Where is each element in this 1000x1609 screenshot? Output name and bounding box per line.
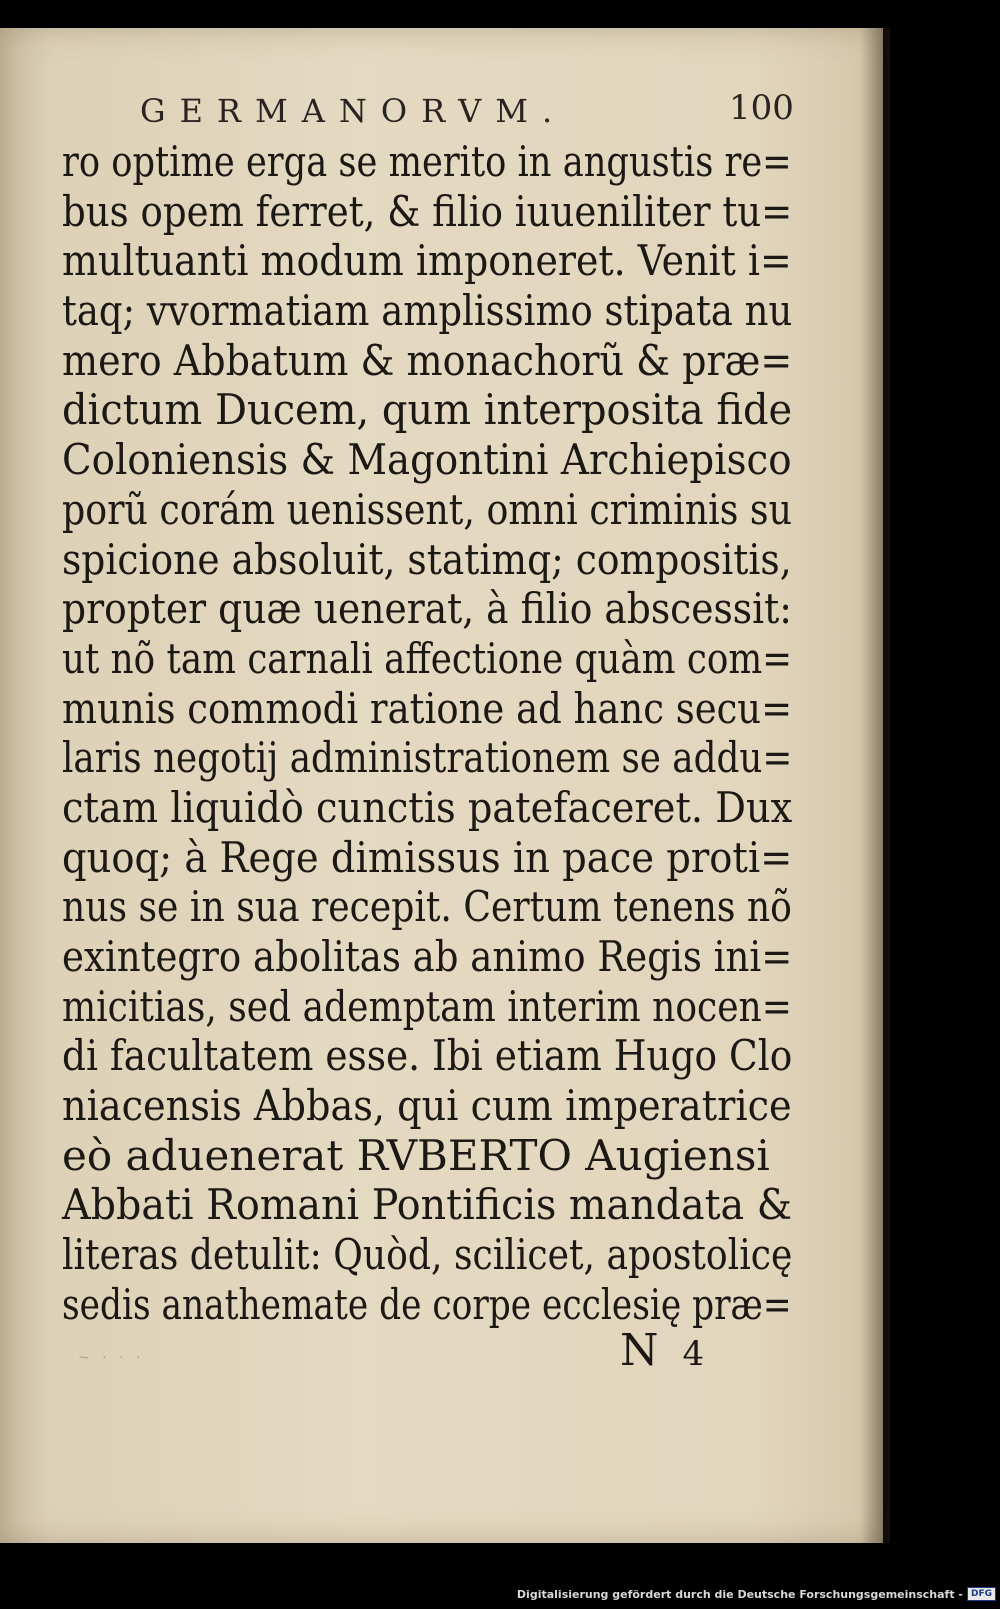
text-line: porũ corám uenissent, omni criminis su: [62, 484, 792, 534]
text-line: Coloniensis & Magontini Archiepisco: [62, 435, 792, 485]
text-line: laris negotij administrationem se addu=: [62, 733, 793, 783]
text-line: ut nõ tam carnali affectione quàm com=: [62, 633, 793, 683]
text-line: quoq; à Rege dimissus in pace proti=: [62, 832, 793, 882]
text-line: bus opem ferret, & filio iuueniliter tu=: [62, 186, 793, 236]
signature-letter: N: [620, 1325, 669, 1376]
text-line: sedis anathemate de corpe ecclesię præ=: [62, 1279, 792, 1329]
faint-ink-mark: ~ · · ·: [78, 1350, 145, 1366]
text-line: literas detulit: Quòd, scilicet, apostolicę: [62, 1230, 793, 1280]
page-edge-shadow: [860, 28, 890, 1543]
text-line: mero Abbatum & monachorũ & præ=: [62, 335, 793, 385]
dfg-logo-icon: DFG: [967, 1587, 996, 1601]
text-line: ctam liquidò cunctis patefaceret. Dux: [62, 782, 793, 832]
page-number: 100: [729, 88, 794, 128]
text-line: dictum Ducem, qum interposita fide: [62, 385, 793, 435]
text-line: exintegro abolitas ab animo Regis ini=: [62, 932, 793, 981]
text-line: micitias, sed ademptam interim nocen=: [62, 981, 792, 1031]
text-line: taq; vvormatiam amplissimo stipata nu: [62, 286, 793, 336]
text-line: multuanti modum imponeret. Venit i=: [62, 236, 792, 286]
text-line: munis commodi ratione ad hanc secu=: [62, 683, 793, 733]
text-line: di facultatem esse. Ibi etiam Hugo Clo: [62, 1031, 793, 1081]
text-line: niacensis Abbas, qui cum imperatrice: [62, 1081, 792, 1131]
footer-text: Digitalisierung gefördert durch die Deutsche Forschungsgemeinschaft -: [516, 1587, 963, 1601]
text-line: ro optime erga se merito in angustis re=: [62, 137, 792, 186]
text-line: nus se in sua recepit. Certum tenens nõ: [62, 882, 792, 932]
text-line: spicione absoluit, statimq; compositis,: [62, 534, 792, 584]
signature-number: 4: [682, 1334, 705, 1374]
signature-mark: [620, 1325, 704, 1376]
body-text: [62, 137, 792, 1330]
text-line: propter quæ uenerat, à filio abscessit:: [62, 584, 792, 634]
text-line: Abbati Romani Pontificis mandata &: [62, 1180, 792, 1230]
text-line: eò aduenerat RVBERTO Augiensi: [62, 1130, 770, 1180]
digitization-footer: [517, 1587, 996, 1601]
running-head: GERMANORVM.: [140, 92, 567, 130]
